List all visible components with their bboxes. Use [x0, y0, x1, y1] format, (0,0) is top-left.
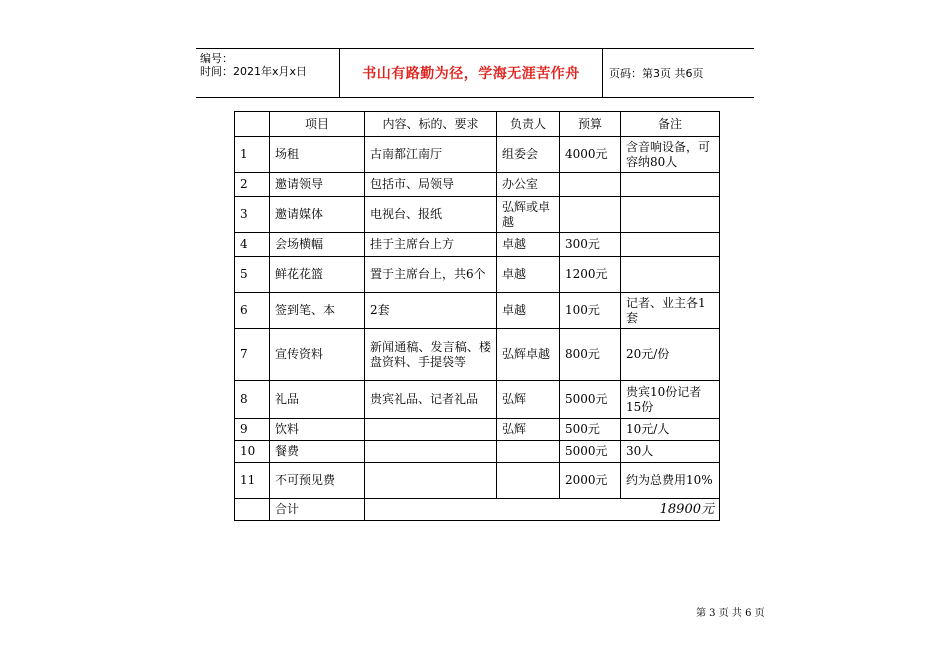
- table-row: [235, 329, 720, 381]
- header-content: 内容、标的、要求: [365, 112, 497, 137]
- cell-note: 贵宾10份记者15份: [621, 381, 720, 419]
- cell-budget: 300元: [560, 233, 621, 257]
- cell-content: [365, 441, 497, 463]
- cell-owner: [497, 441, 560, 463]
- cell-owner: 弘辉: [497, 381, 560, 419]
- cell-content: [365, 419, 497, 441]
- cell-content: [365, 463, 497, 499]
- cell-budget: 500元: [560, 419, 621, 441]
- total-blank-cell: [235, 499, 270, 521]
- cell-no: 6: [235, 293, 270, 329]
- cell-budget: 4000元: [560, 137, 621, 173]
- cell-note: 10元/人: [621, 419, 720, 441]
- cell-no: 8: [235, 381, 270, 419]
- cell-note: [621, 233, 720, 257]
- table-row: [235, 233, 720, 257]
- page-footer: 第 3 页 共 6 页: [696, 608, 765, 619]
- table-row: [235, 257, 720, 293]
- table-row: [235, 197, 720, 233]
- table-row: [235, 419, 720, 441]
- cell-budget: 800元: [560, 329, 621, 381]
- table-row: [235, 463, 720, 499]
- header-owner: 负责人: [497, 112, 560, 137]
- table-row: [235, 293, 720, 329]
- cell-note: 约为总费用10%: [621, 463, 720, 499]
- header-motto: 书山有路勤为径，学海无涯苦作舟: [362, 66, 580, 82]
- cell-item: 不可预见费: [270, 463, 365, 499]
- cell-no: 10: [235, 441, 270, 463]
- page-header: [196, 48, 754, 98]
- cell-no: 2: [235, 173, 270, 197]
- cell-budget: 5000元: [560, 441, 621, 463]
- table-row: [235, 381, 720, 419]
- cell-no: 4: [235, 233, 270, 257]
- cell-owner: 弘辉: [497, 419, 560, 441]
- cell-note: [621, 173, 720, 197]
- cell-content: 2套: [365, 293, 497, 329]
- cell-note: 含音响设备，可容纳80人: [621, 137, 720, 173]
- cell-owner: 弘辉卓越: [497, 329, 560, 381]
- cell-no: 3: [235, 197, 270, 233]
- budget-table: [234, 111, 720, 521]
- cell-content: 电视台、报纸: [365, 197, 497, 233]
- header-note: 备注: [621, 112, 720, 137]
- cell-note: 记者、业主各1套: [621, 293, 720, 329]
- cell-budget: 5000元: [560, 381, 621, 419]
- cell-budget: 100元: [560, 293, 621, 329]
- cell-content: 古南都江南厅: [365, 137, 497, 173]
- table-header-row: [235, 112, 720, 137]
- cell-note: [621, 197, 720, 233]
- cell-note: 30人: [621, 441, 720, 463]
- total-label: 合计: [270, 499, 365, 521]
- cell-item: 场租: [270, 137, 365, 173]
- cell-no: 9: [235, 419, 270, 441]
- time-label: 时间：2021年x月x日: [200, 65, 308, 78]
- cell-item: 宣传资料: [270, 329, 365, 381]
- cell-budget: 2000元: [560, 463, 621, 499]
- header-page-code: 页码：第3页 共6页: [609, 67, 704, 80]
- cell-owner: 卓越: [497, 257, 560, 293]
- cell-owner: 卓越: [497, 293, 560, 329]
- table-row: [235, 137, 720, 173]
- cell-content: 置于主席台上，共6个: [365, 257, 497, 293]
- cell-owner: [497, 463, 560, 499]
- cell-no: 7: [235, 329, 270, 381]
- cell-item: 餐费: [270, 441, 365, 463]
- header-item: 项目: [270, 112, 365, 137]
- cell-budget: [560, 173, 621, 197]
- cell-item: 饮料: [270, 419, 365, 441]
- cell-content: 包括市、局领导: [365, 173, 497, 197]
- cell-no: 11: [235, 463, 270, 499]
- cell-owner: 组委会: [497, 137, 560, 173]
- cell-item: 鲜花花篮: [270, 257, 365, 293]
- cell-item: 会场横幅: [270, 233, 365, 257]
- cell-owner: 弘辉或卓越: [497, 197, 560, 233]
- cell-note: 20元/份: [621, 329, 720, 381]
- table-row: [235, 441, 720, 463]
- cell-content: 挂于主席台上方: [365, 233, 497, 257]
- cell-item: 邀请媒体: [270, 197, 365, 233]
- cell-content: 新闻通稿、发言稿、楼盘资料、手提袋等: [365, 329, 497, 381]
- header-budget: 预算: [560, 112, 621, 137]
- cell-owner: 卓越: [497, 233, 560, 257]
- cell-item: 签到笔、本: [270, 293, 365, 329]
- table-row: [235, 173, 720, 197]
- cell-no: 5: [235, 257, 270, 293]
- header-motto-cell: [339, 49, 603, 97]
- header-meta: [196, 49, 339, 97]
- serial-label: 编号：: [200, 52, 233, 65]
- total-row: [235, 499, 720, 521]
- cell-note: [621, 257, 720, 293]
- header-no: [235, 112, 270, 137]
- cell-no: 1: [235, 137, 270, 173]
- cell-item: 礼品: [270, 381, 365, 419]
- cell-item: 邀请领导: [270, 173, 365, 197]
- cell-content: 贵宾礼品、记者礼品: [365, 381, 497, 419]
- total-value: 18900元: [365, 499, 720, 521]
- cell-owner: 办公室: [497, 173, 560, 197]
- cell-budget: [560, 197, 621, 233]
- cell-budget: 1200元: [560, 257, 621, 293]
